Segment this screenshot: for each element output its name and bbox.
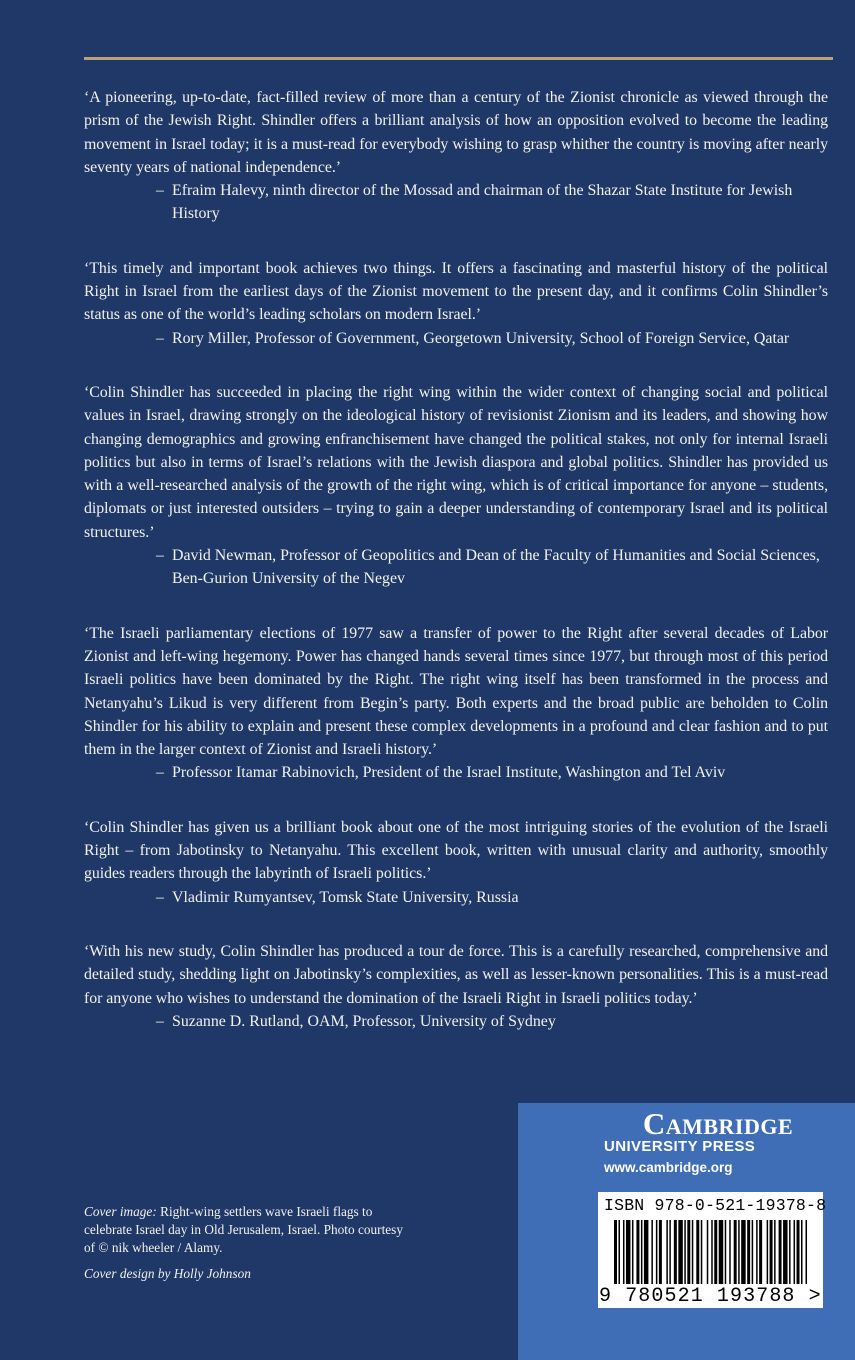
attribution-dash: – bbox=[156, 547, 164, 565]
barcode-bar bbox=[756, 1220, 758, 1284]
blurb-quote: ‘A pioneering, up-to-date, fact-filled review of more than a century of the Zionist chronicle as viewed through the prism of the Jewish Right. Shindler offers a brilliant analysis of how an opposition evolved to become the leading movement in Israel today; it is a must-read for everybody wishing to grasp whither the country is moving after nearly seventy years of national independence.’ bbox=[84, 89, 828, 176]
barcode-bar bbox=[759, 1220, 762, 1284]
barcode-bar bbox=[632, 1220, 634, 1284]
cover-image-label: Cover image: bbox=[84, 1204, 157, 1219]
blurb-quote: ‘With his new study, Colin Shindler has produced a tour de force. This is a carefully researched, comprehensive and detailed study, shedding light on Jabotinsky’s complexities, as well as lesser-known personalities. This is a must-read for anyone who wishes to understand the domination of the Israeli Right in Israeli politics today.’ bbox=[84, 942, 828, 1007]
attribution-dash: – bbox=[156, 329, 164, 347]
blurb-newman bbox=[84, 381, 828, 591]
barcode-bar bbox=[659, 1220, 662, 1284]
publisher-url: www.cambridge.org bbox=[604, 1160, 733, 1175]
barcode-bar bbox=[641, 1220, 643, 1284]
blurb-attribution bbox=[84, 761, 828, 784]
blurb-rutland bbox=[84, 940, 828, 1033]
barcode-bar bbox=[770, 1220, 773, 1284]
cover-design-credit: Cover design by Holly Johnson bbox=[84, 1265, 251, 1281]
barcode-bar bbox=[678, 1220, 682, 1284]
blurb-attribution bbox=[84, 1010, 828, 1033]
barcode-bar bbox=[752, 1220, 754, 1284]
barcode-bar bbox=[725, 1220, 727, 1284]
barcode-bar bbox=[714, 1220, 717, 1284]
barcode-bar bbox=[684, 1220, 686, 1284]
barcode-bar bbox=[729, 1220, 731, 1284]
barcode-bar bbox=[789, 1220, 791, 1284]
barcode-bar bbox=[783, 1220, 787, 1284]
ean-digits: 9 780521 193788 > bbox=[599, 1285, 822, 1308]
attribution-text: Professor Itamar Rabinovich, President of the Israel Institute, Washington and Tel Aviv bbox=[172, 764, 726, 782]
barcode-bar bbox=[666, 1220, 668, 1284]
blurb-quote: ‘Colin Shindler has succeeded in placing the right wing within the wider context of changing social and political values in Israel, drawing strongly on the ideological history of revisionist Zionism and its leaders, and showing how changing demographics and growing enfranchisement have changed the political stakes, not only for internal Israeli politics but also in terms of Israel’s relations with the Jewish diaspora and global politics. Shindler has provided us with a well-researched analysis of the growth of the right wing, which is of critical importance for anyone – students, diplomats or just interested outsiders – trying to gain a deeper understanding of contemporary Israel and its political structures.’ bbox=[84, 383, 828, 541]
blurb-halevy bbox=[84, 86, 828, 226]
blurb-attribution bbox=[84, 886, 828, 909]
barcode-bar bbox=[669, 1220, 671, 1284]
top-rule bbox=[84, 57, 833, 60]
barcode-bar bbox=[719, 1220, 723, 1284]
barcode-bar bbox=[767, 1220, 769, 1284]
barcode-bar bbox=[644, 1220, 648, 1284]
blurb-attribution bbox=[84, 179, 828, 226]
attribution-dash: – bbox=[156, 888, 164, 906]
barcode-bar bbox=[618, 1220, 620, 1284]
cover-image-text: Right-wing settlers wave Israeli flags to celebrate Israel day in Old Jerusalem, Israel. Photo courtesy of © nik wheeler / Alamy. bbox=[84, 1204, 404, 1256]
blurb-attribution bbox=[84, 327, 828, 350]
blurb-quote: ‘Colin Shindler has given us a brilliant book about one of the most intriguing stories of the evolution of the Israeli Right – from Jabotinsky to Netanyahu. This excellent book, written with unusual clarity and authority, smoothly guides readers through the labyrinth of Israeli politics.’ bbox=[84, 818, 828, 883]
publisher-logo-text: Cambridge bbox=[642, 1106, 794, 1141]
barcode-bar bbox=[656, 1220, 658, 1284]
barcode-bar bbox=[747, 1220, 750, 1284]
barcode-bar bbox=[801, 1220, 803, 1284]
attribution-text: Efraim Halevy, ninth director of the Mossad and chairman of the Shazar State Institute for Jewish History bbox=[172, 182, 793, 223]
cover-credits bbox=[84, 1203, 414, 1283]
barcode-bar bbox=[636, 1220, 639, 1284]
barcode-bars bbox=[614, 1220, 810, 1284]
barcode-bar bbox=[674, 1220, 677, 1284]
barcode-bar bbox=[738, 1220, 740, 1284]
publisher-press-text: UNIVERSITY PRESS bbox=[604, 1138, 756, 1155]
barcode-bar bbox=[797, 1220, 800, 1284]
barcode-bar bbox=[794, 1220, 796, 1284]
barcode-bar bbox=[687, 1220, 690, 1284]
blurb-miller bbox=[84, 257, 828, 350]
barcode-bar bbox=[806, 1220, 808, 1284]
barcode-bar bbox=[623, 1220, 625, 1284]
barcode-bar bbox=[692, 1220, 694, 1284]
blurb-attribution bbox=[84, 544, 828, 591]
barcode-bar bbox=[741, 1220, 745, 1284]
blurb-quote: ‘The Israeli parliamentary elections of 1977 saw a transfer of power to the Right after several decades of Labor Zionist and left-wing hegemony. Power has changed hands several times since 1977, but through most of this period Israeli politics have been dominated by the Right. The right wing itself has been transformed in the process and Netanyahu’s Likud is very different from Begin’s party. Both experts and the broad public are beholden to Colin Shindler for his ability to explain and present these complex developments in a profound and clear fashion and to put them in the larger context of Zionist and Israeli history.’ bbox=[84, 624, 828, 759]
barcode-bar bbox=[707, 1220, 709, 1284]
barcode-bar bbox=[696, 1220, 699, 1284]
barcode-bar bbox=[711, 1220, 713, 1284]
blurb-quote: ‘This timely and important book achieves two things. It offers a fascinating and masterful history of the political Right in Israel from the earliest days of the Zionist movement to the present day, and it confirms Colin Shindler’s status as one of the world’s leading scholars on modern Israel.’ bbox=[84, 259, 828, 324]
attribution-dash: – bbox=[156, 182, 164, 200]
blurbs bbox=[84, 86, 828, 1064]
isbn-text: ISBN 978-0-521-19378-8 bbox=[604, 1196, 827, 1215]
attribution-text: Rory Miller, Professor of Government, Georgetown University, School of Foreign Service, Qatar bbox=[172, 329, 790, 347]
blurb-rabinovich bbox=[84, 622, 828, 785]
attribution-text: Suzanne D. Rutland, OAM, Professor, University of Sydney bbox=[172, 1012, 556, 1030]
attribution-dash: – bbox=[156, 764, 164, 782]
barcode-bar bbox=[701, 1220, 703, 1284]
barcode-bar bbox=[626, 1220, 630, 1284]
attribution-text: David Newman, Professor of Geopolitics and Dean of the Faculty of Humanities and Social Sciences, Ben-Gurion University of the Negev bbox=[172, 547, 820, 588]
barcode-bar bbox=[774, 1220, 776, 1284]
cover-image-credit bbox=[84, 1203, 414, 1258]
barcode-bar bbox=[734, 1220, 737, 1284]
attribution-dash: – bbox=[156, 1012, 164, 1030]
barcode-bar bbox=[779, 1220, 782, 1284]
barcode-bar bbox=[614, 1220, 617, 1284]
barcode-bar bbox=[651, 1220, 653, 1284]
blurb-rumyantsev bbox=[84, 816, 828, 909]
attribution-text: Vladimir Rumyantsev, Tomsk State University, Russia bbox=[172, 888, 519, 906]
